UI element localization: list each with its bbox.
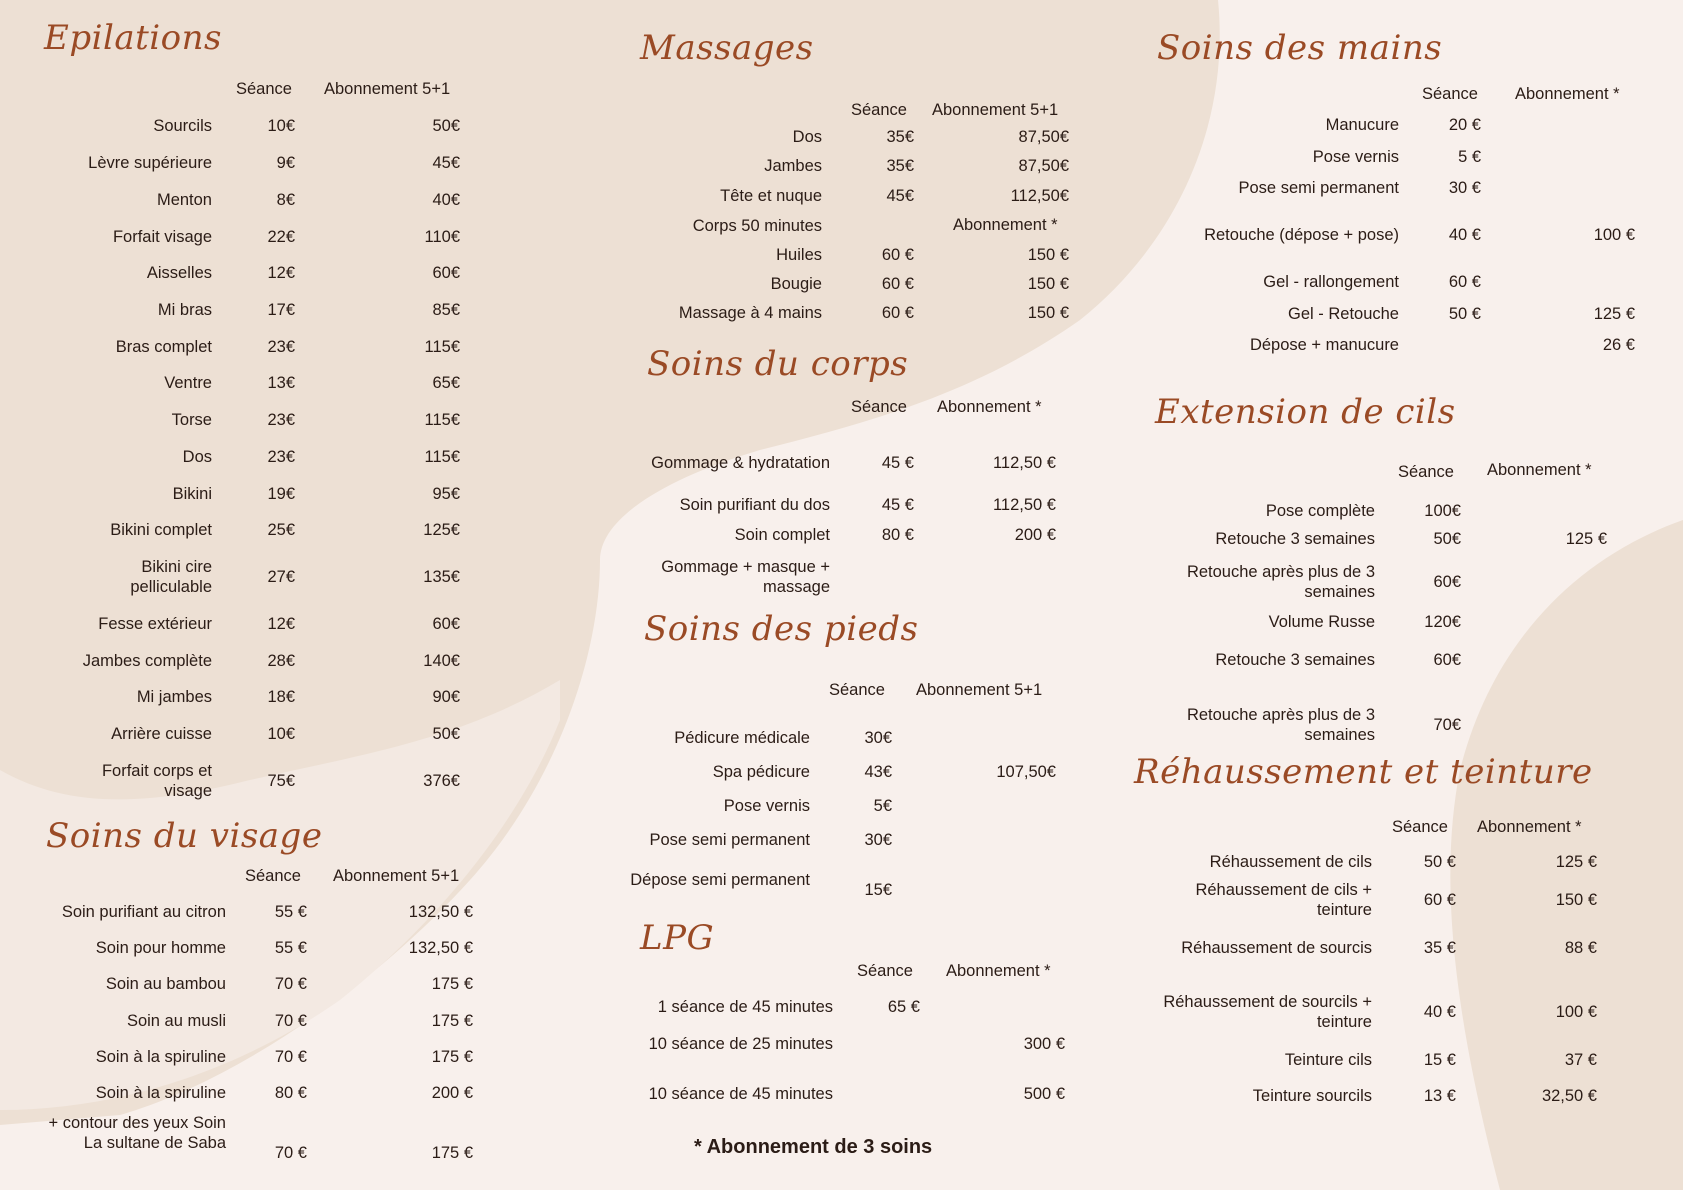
seance-price: 13€ — [267, 374, 295, 392]
seance-price: 15 € — [1423, 1051, 1456, 1069]
seance-price: 50€ — [1433, 530, 1461, 548]
service-label: Dépose + manucure — [1249, 336, 1399, 354]
seance-price: 60€ — [1433, 573, 1461, 591]
service-label: 10 séance de 45 minutes — [648, 1085, 833, 1103]
service-label: Soin au musli — [126, 1012, 226, 1030]
seance-price: 30€ — [864, 729, 892, 747]
seance-price: 35€ — [886, 128, 914, 146]
column-header-abonnement: Abonnement 5+1 — [324, 80, 451, 98]
seance-price: 25€ — [267, 521, 295, 539]
column-header-abonnement: Abonnement 5+1 — [333, 867, 460, 885]
seance-price: 70 € — [274, 1012, 307, 1030]
abonnement-price: 50€ — [432, 725, 460, 743]
abonnement-price: 60€ — [432, 264, 460, 282]
section-title: Soins des mains — [1157, 28, 1443, 68]
abonnement-price: 140€ — [423, 652, 460, 670]
abonnement-price: 90€ — [432, 688, 460, 706]
seance-price: 5€ — [873, 797, 892, 815]
seance-price: 70€ — [1433, 716, 1461, 734]
seance-price: 100€ — [1424, 502, 1461, 520]
service-label: Soin pour homme — [95, 939, 226, 957]
service-label: Pose vernis — [723, 797, 810, 815]
service-label: Gel - rallongement — [1263, 273, 1399, 291]
abonnement-price: 37 € — [1564, 1051, 1597, 1069]
seance-price: 80 € — [881, 526, 914, 544]
abonnement-price: 40€ — [432, 191, 460, 209]
service-label: Ventre — [164, 374, 212, 392]
abonnement-price: 100 € — [1555, 1003, 1597, 1021]
seance-price: 19€ — [267, 485, 295, 503]
service-label: + contour des yeux Soin La sultane de Saba — [48, 1114, 226, 1152]
seance-price: 70 € — [274, 1048, 307, 1066]
abonnement-price: 500 € — [1023, 1085, 1065, 1103]
service-label: Aisselles — [146, 264, 212, 282]
seance-price: 10€ — [267, 117, 295, 135]
section-title: Soins du visage — [46, 816, 323, 856]
column-header-abonnement: Abonnement * — [1477, 818, 1582, 836]
service-label: Arrière cuisse — [111, 725, 212, 743]
seance-price: 18€ — [267, 688, 295, 706]
seance-price: 60 € — [1448, 273, 1481, 291]
service-label: Huiles — [776, 246, 822, 264]
abonnement-price: 175 € — [431, 1048, 473, 1066]
abonnement-price: 125 € — [1565, 530, 1607, 548]
seance-price: 60 € — [881, 304, 914, 322]
abonnement-price: 125 € — [1555, 853, 1597, 871]
abonnement-price: 200 € — [1014, 526, 1056, 544]
service-label: Teinture sourcils — [1252, 1087, 1372, 1105]
service-label: Retouche (dépose + pose) — [1204, 226, 1399, 244]
seance-price: 60 € — [881, 246, 914, 264]
seance-price: 45 € — [881, 454, 914, 472]
service-label: Pose vernis — [1312, 148, 1399, 166]
service-label: Teinture cils — [1284, 1051, 1372, 1069]
seance-price: 35 € — [1423, 939, 1456, 957]
abonnement-price: 115€ — [424, 448, 460, 466]
seance-price: 12€ — [267, 615, 295, 633]
seance-price: 43€ — [864, 763, 892, 781]
seance-price: 8€ — [276, 191, 295, 209]
section-title: Extension de cils — [1155, 392, 1456, 432]
abonnement-price: 45€ — [432, 154, 460, 172]
service-label: Forfait visage — [112, 228, 212, 246]
seance-price: 70 € — [274, 1144, 307, 1162]
service-label: Sourcils — [153, 117, 212, 135]
abonnement-price: 85€ — [432, 301, 460, 319]
service-label: Soin purifiant du dos — [679, 496, 830, 514]
column-header-abonnement: Abonnement * — [946, 962, 1051, 980]
service-label: Bikini cire pelliculable — [130, 558, 212, 596]
column-header-abonnement: Abonnement 5+1 — [932, 101, 1059, 119]
column-header-seance: Séance — [857, 962, 913, 980]
column-header-seance: Séance — [829, 681, 885, 699]
service-label: Gel - Retouche — [1288, 305, 1399, 323]
seance-price: 60 € — [1423, 891, 1456, 909]
column-header-seance: Séance — [851, 398, 907, 416]
column-header-seance: Séance — [236, 80, 292, 98]
seance-price: 35€ — [886, 157, 914, 175]
seance-price: 120€ — [1424, 613, 1461, 631]
service-label: Fesse extérieur — [98, 615, 212, 633]
seance-price: 28€ — [267, 652, 295, 670]
abonnement-price: 87,50€ — [1018, 128, 1069, 146]
seance-price: 30€ — [864, 831, 892, 849]
column-header-abonnement: Abonnement * — [1515, 85, 1620, 103]
abonnement-price: 107,50€ — [996, 763, 1056, 781]
service-label: Dos — [792, 128, 822, 146]
abonnement-price: 125€ — [423, 521, 460, 539]
service-label: Réhaussement de sourcils + teinture — [1163, 993, 1372, 1031]
column-header-abonnement: Abonnement * — [1487, 461, 1592, 479]
column-header-seance: Séance — [851, 101, 907, 119]
seance-price: 23€ — [267, 338, 295, 356]
service-label: Réhaussement de sourcis — [1181, 939, 1372, 957]
seance-price: 30 € — [1448, 179, 1481, 197]
seance-price: 22€ — [267, 228, 295, 246]
service-label: 10 séance de 25 minutes — [648, 1035, 833, 1053]
abonnement-price: 150 € — [1027, 275, 1069, 293]
footnote: * Abonnement de 3 soins — [694, 1136, 933, 1158]
abonnement-price: 376€ — [423, 772, 460, 790]
abonnement-price: 50€ — [432, 117, 460, 135]
service-label: Gommage & hydratation — [651, 454, 830, 472]
service-label: Pose semi permanent — [649, 831, 810, 849]
service-label: Menton — [156, 191, 212, 209]
abonnement-price: 87,50€ — [1018, 157, 1069, 175]
section-title: Epilations — [44, 18, 222, 58]
service-label: Pose complète — [1265, 502, 1375, 520]
seance-price: 65 € — [887, 998, 920, 1016]
service-label: Soin au bambou — [105, 975, 226, 993]
seance-price: 50 € — [1448, 305, 1481, 323]
column-header-abonnement: Abonnement * — [937, 398, 1042, 416]
seance-price: 60€ — [1433, 651, 1461, 669]
service-label: Bikini complet — [110, 521, 212, 539]
service-label: Volume Russe — [1268, 613, 1375, 631]
seance-price: 80 € — [274, 1084, 307, 1102]
service-label: Bougie — [770, 275, 822, 293]
abonnement-price: 112,50 € — [992, 496, 1056, 514]
abonnement-price: 32,50 € — [1541, 1087, 1597, 1105]
seance-price: 5 € — [1458, 148, 1481, 166]
service-label: Soin à la spiruline — [95, 1048, 226, 1066]
section-title: Soins du corps — [647, 344, 909, 384]
section-title: Réhaussement et teinture — [1134, 752, 1593, 792]
seance-price: 17€ — [267, 301, 295, 319]
seance-price: 12€ — [267, 264, 295, 282]
seance-price: 45 € — [881, 496, 914, 514]
abonnement-price: 115€ — [424, 338, 460, 356]
service-label: Torse — [171, 411, 212, 429]
seance-price: 40 € — [1448, 226, 1481, 244]
seance-price: 70 € — [274, 975, 307, 993]
column-header-seance: Séance — [1392, 818, 1448, 836]
service-label: Soin purifiant au citron — [61, 903, 226, 921]
service-label: Soin à la spiruline — [95, 1084, 226, 1102]
seance-price: 27€ — [267, 568, 295, 586]
seance-price: 40 € — [1423, 1003, 1456, 1021]
seance-price: 23€ — [267, 411, 295, 429]
service-label: Jambes complète — [82, 652, 212, 670]
service-label: Gommage + masque + massage — [661, 558, 830, 596]
service-label: Mi jambes — [136, 688, 212, 706]
abonnement-price: 110€ — [424, 228, 460, 246]
seance-price: 55 € — [274, 939, 307, 957]
column-header-seance: Séance — [1398, 463, 1454, 481]
service-label: Forfait corps et visage — [101, 762, 212, 800]
abonnement-price: 125 € — [1593, 305, 1635, 323]
seance-price: 23€ — [267, 448, 295, 466]
seance-price: 50 € — [1423, 853, 1456, 871]
seance-price: 20 € — [1448, 116, 1481, 134]
abonnement-price: 300 € — [1023, 1035, 1065, 1053]
service-label: Retouche 3 semaines — [1215, 651, 1375, 669]
column-header-abonnement: Abonnement 5+1 — [916, 681, 1043, 699]
service-label: Manucure — [1325, 116, 1399, 134]
seance-price: 15€ — [864, 881, 892, 899]
seance-price: 10€ — [267, 725, 295, 743]
service-label: Pose semi permanent — [1238, 179, 1399, 197]
abonnement-price: 150 € — [1027, 304, 1069, 322]
abonnement-price: 100 € — [1593, 226, 1635, 244]
service-label: 1 séance de 45 minutes — [657, 998, 833, 1016]
service-label: Jambes — [764, 157, 822, 175]
abonnement-price: 200 € — [431, 1084, 473, 1102]
abonnement-price: 150 € — [1555, 891, 1597, 909]
service-label: Pédicure médicale — [674, 729, 810, 747]
service-label: Retouche après plus de 3 semaines — [1186, 563, 1375, 601]
service-label: Bras complet — [115, 338, 212, 356]
abonnement-price: 88 € — [1564, 939, 1597, 957]
abonnement-price: 132,50 € — [408, 903, 473, 921]
section-title: Soins des pieds — [644, 609, 919, 649]
service-label: Réhaussement de cils + teinture — [1195, 881, 1372, 919]
abonnement-price: 135€ — [423, 568, 460, 586]
seance-price: 60 € — [881, 275, 914, 293]
abonnement-price: 112,50€ — [1010, 187, 1069, 205]
service-label: Mi bras — [157, 301, 212, 319]
service-label: Lèvre supérieure — [88, 154, 212, 172]
service-label: Retouche 3 semaines — [1215, 530, 1375, 548]
column-header-abonnement-star: Abonnement * — [953, 216, 1058, 234]
abonnement-price: 60€ — [432, 615, 460, 633]
seance-price: 75€ — [267, 772, 295, 790]
abonnement-price: 175 € — [431, 975, 473, 993]
seance-price: 45€ — [886, 187, 914, 205]
abonnement-price: 175 € — [431, 1012, 473, 1030]
abonnement-price: 95€ — [432, 485, 460, 503]
abonnement-price: 65€ — [432, 374, 460, 392]
service-label: Dépose semi permanent — [630, 871, 810, 889]
service-label: Retouche après plus de 3 semaines — [1186, 706, 1375, 744]
service-label: Spa pédicure — [712, 763, 810, 781]
service-label: Massage à 4 mains — [678, 304, 822, 322]
column-header-seance: Séance — [1422, 85, 1478, 103]
section-title: LPG — [640, 918, 715, 958]
abonnement-price: 175 € — [431, 1144, 473, 1162]
seance-price: 55 € — [274, 903, 307, 921]
seance-price: 9€ — [276, 154, 295, 172]
service-label: Corps 50 minutes — [692, 217, 822, 235]
service-label: Dos — [182, 448, 212, 466]
column-header-seance: Séance — [245, 867, 301, 885]
service-label: Soin complet — [734, 526, 830, 544]
abonnement-price: 26 € — [1602, 336, 1635, 354]
abonnement-price: 150 € — [1027, 246, 1069, 264]
abonnement-price: 132,50 € — [408, 939, 473, 957]
service-label: Réhaussement de cils — [1209, 853, 1372, 871]
service-label: Bikini — [172, 485, 212, 503]
abonnement-price: 115€ — [424, 411, 460, 429]
section-title: Massages — [640, 28, 814, 68]
service-label: Tête et nuque — [720, 187, 822, 205]
seance-price: 13 € — [1423, 1087, 1456, 1105]
abonnement-price: 112,50 € — [992, 454, 1056, 472]
